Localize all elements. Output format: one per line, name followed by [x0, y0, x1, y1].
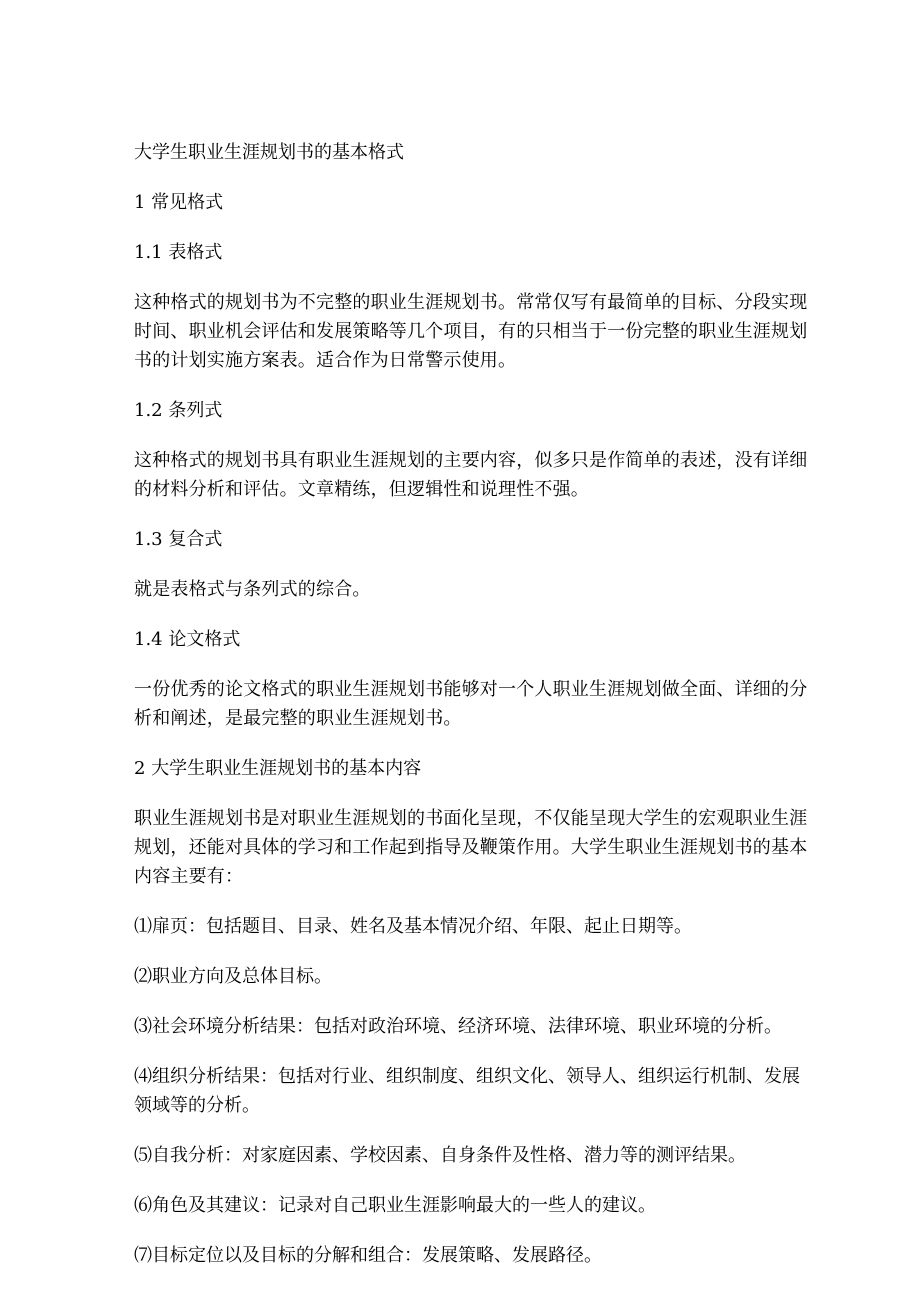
document-body — [134, 138, 814, 1291]
list-item: ⑸自我分析：对家庭因素、学校因素、自身条件及性格、潜力等的测评结果。 — [134, 1145, 746, 1166]
paragraph-composite-format: 就是表格式与条列式的综合。 — [134, 579, 371, 600]
paragraph-list-format: 这种格式的规划书具有职业生涯规划的主要内容，似多只是作简单的表述，没有详细的材料分析和评估。文章精练，但逻辑性和说理性不强。 — [134, 450, 808, 500]
paragraph-table-format: 这种格式的规划书为不完整的职业生涯规划书。常常仅写有最简单的目标、分段实现时间、职业机会评估和发展策略等几个项目，有的只相当于一份完整的职业生涯规划书的计划实施方案表。适合作为日常警示使用。 — [134, 292, 808, 371]
section-heading-1: 1 常见格式 — [134, 192, 224, 213]
section-heading-1-4: 1.4 论文格式 — [134, 629, 241, 650]
list-item: ⑺目标定位以及目标的分解和组合：发展策略、发展路径。 — [134, 1245, 602, 1266]
section-heading-1-3: 1.3 复合式 — [134, 529, 223, 550]
section-heading-2: 2 大学生职业生涯规划书的基本内容 — [134, 758, 422, 779]
list-item: ⑷组织分析结果：包括对行业、组织制度、组织文化、领导人、组织运行机制、发展领域等的分析。 — [134, 1066, 800, 1116]
list-item: ⑹角色及其建议：记录对自己职业生涯影响最大的一些人的建议。 — [134, 1195, 656, 1216]
section-heading-1-2: 1.2 条列式 — [134, 400, 223, 421]
list-item: ⑵职业方向及总体目标。 — [134, 966, 332, 987]
list-item: ⑴扉页：包括题目、目录、姓名及基本情况介绍、年限、起止日期等。 — [134, 916, 692, 937]
document-title: 大学生职业生涯规划书的基本格式 — [134, 142, 404, 163]
list-item: ⑶社会环境分析结果：包括对政治环境、经济环境、法律环境、职业环境的分析。 — [134, 1016, 782, 1037]
paragraph-thesis-format: 一份优秀的论文格式的职业生涯规划书能够对一个人职业生涯规划做全面、详细的分析和阐述，是最完整的职业生涯规划书。 — [134, 679, 808, 729]
paragraph-basic-content: 职业生涯规划书是对职业生涯规划的书面化呈现，不仅能呈现大学生的宏观职业生涯规划，还能对具体的学习和工作起到指导及鞭策作用。大学生职业生涯规划书的基本内容主要有： — [134, 808, 808, 887]
section-heading-1-1: 1.1 表格式 — [134, 242, 223, 263]
